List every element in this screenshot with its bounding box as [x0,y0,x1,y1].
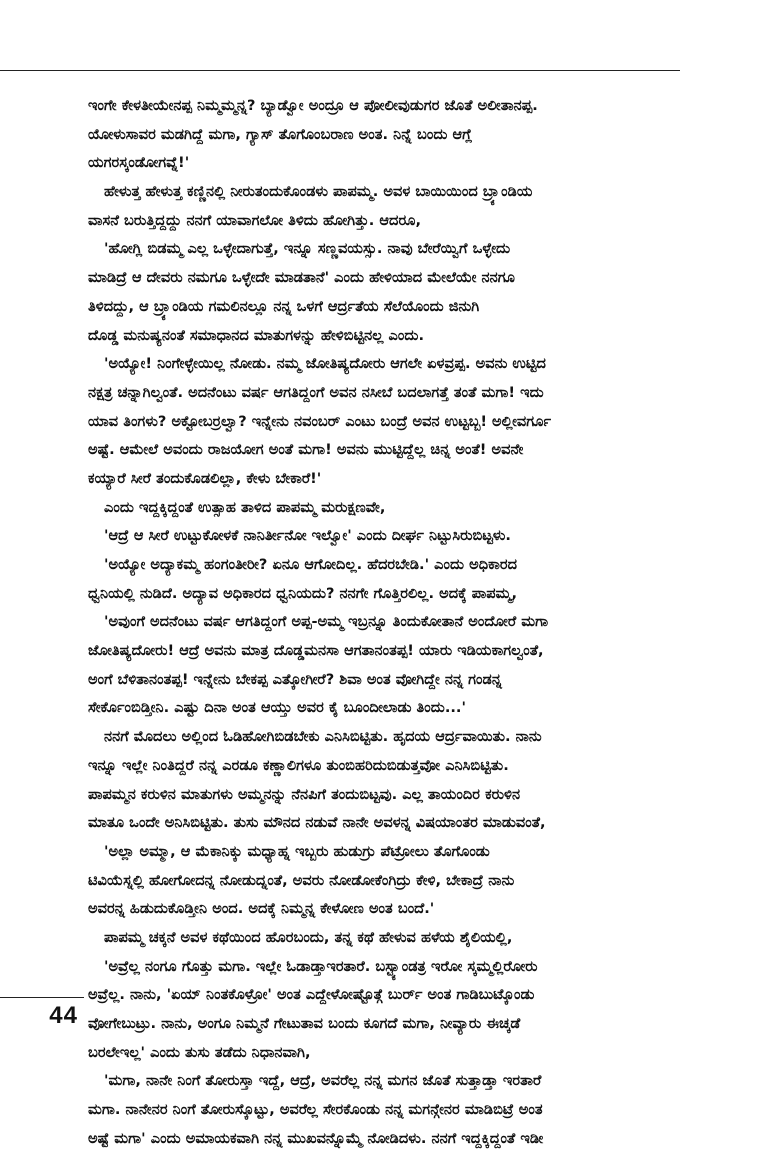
text-line: ಮಾತೂ ಒಂದೇ ಅನಿಸಿಬಿಟ್ಟಿತು. ತುಸು ಮೌನದ ನಡುವೆ ನಾನೇ ಅವಳನ್ನ ವಿಷಯಾಂತರ ಮಾಡುವಂತೆ, [88,814,546,832]
text-line: 'ಆದ್ರೆ ಆ ಸೀರೆ ಉಟ್ಟುಕೋಳಕೆ ನಾನಿರ್ತೀನೋ ಇಲ್ವೋ' ಎಂದು ದೀರ್ಘ ನಿಟ್ಟುಸಿರುಬಿಟ್ಟಳು. [104,527,511,545]
text-line: ಟಿವಿಯೆಸ್ನಲ್ಲಿ ಹೋಗೋದನ್ನ ನೋಡುದ್ನಂತೆ, ಅವರು ನೋಡೋಕೆಂಗಿದ್ರು ಕೇಳಿ, ಬೇಕಾದ್ರೆ ನಾನು [88,871,515,889]
text-line: ಧ್ವನಿಯಲ್ಲಿ ನುಡಿದೆ. ಅದ್ಯಾವ ಅಧಿಕಾರದ ಧ್ವನಿಯದು? ನನಗೇ ಗೊತ್ತಿರಲಿಲ್ಲ. ಅದಕ್ಕೆ ಪಾಪಮ್ಮ, [88,584,518,602]
text-line: ಅವ್ರೆಲ್ಲ. ನಾನು, 'ಏಯ್ ನಿಂತಕೊಳ್ರೋ' ಅಂತ ಎದ್ದೇಳೋಷ್ಟೊತ್ಗೆ ಬುರ್ರ್ ಅಂತ ಗಾಡಿಬುಟ್ಕೊಂಡು [88,986,535,1004]
text-line: ವಾಸನೆ ಬರುತ್ತಿದ್ದದ್ದು ನನಗೆ ಯಾವಾಗಲೋ ತಿಳಿದು ಹೋಗಿತ್ತು. ಆದರೂ, [88,211,422,229]
text-line: ಹೇಳುತ್ತ ಹೇಳುತ್ತ ಕಣ್ಣಿನಲ್ಲಿ ನೀರುತಂದುಕೊಂಡಳು ಪಾಪಮ್ಮ. ಅವಳ ಬಾಯಿಯಿಂದ ಬ್ರ್ಯಾಂಡಿಯ [104,183,533,201]
text-line: 'ಅವ್ರೆಲ್ಲ ನಂಗೂ ಗೊತ್ತು ಮಗಾ. ಇಲ್ಲೇ ಓಡಾಡ್ತಾಇರತಾರೆ. ಬಸ್ಟ್ಯಾಂಡತ್ರ ಇರೋ ಸ್ಕಮ್ಮಲ್ಲಿರೋರು [104,957,538,975]
text-line: ಅಂಗೆ ಬೆಳಿತಾನಂತಪ್ಪ! ಇನ್ನೇನು ಬೇಕಪ್ಪ ಎತ್ಕೋಗೀರೆ? ಶಿವಾ ಅಂತ ವೋಗಿದ್ದೇ ನನ್ನ ಗಂಡನ್ನ [88,670,502,688]
page-number: 44 [49,1002,78,1029]
text-line: ಅಷ್ಟೆ ಮಗಾ' ಎಂದು ಅಮಾಯಕವಾಗಿ ನನ್ನ ಮುಖವನ್ನೊಮ್ಮೆ ನೋಡಿದಳು. ನನಗೆ ಇದ್ದಕ್ಕಿದ್ದಂತೆ ಇಡೀ [88,1129,544,1147]
text-line: 'ಅವುಂಗೆ ಅದನೆಂಟು ವರ್ಷ ಆಗತಿದ್ದಂಗೆ ಅಪ್ಪ-ಅಮ್ಮ ಇಬ್ರನ್ನೂ ತಿಂದುಕೋತಾನೆ ಅಂದೋರೆ ಮಗಾ [104,613,549,631]
text-line: ಅವರನ್ನ ಹಿಡುದುಕೊಡ್ತೀನಿ ಅಂದ. ಅದಕ್ಕೆ ನಿಮ್ಮನ್ನ ಕೇಳೋಣ ಅಂತ ಬಂದೆ.' [88,900,435,918]
text-line: ಮಗಾ. ನಾನೇನರ ನಿಂಗೆ ತೋರುಸ್ಕೊಟ್ಟು, ಅವರೆಲ್ಲ ಸೇರಕೊಂಡು ನನ್ನ ಮಗನ್ಗೇನರ ಮಾಡಿಬಿಟ್ರೆ ಅಂತ [88,1101,543,1119]
text-line: ಯಗರಸ್ಕಂಡೋಗವ್ನೆ!' [88,154,190,172]
text-line: ತಿಳಿದದ್ದು, ಆ ಬ್ರ್ಯಾಂಡಿಯ ಗಮಲಿನಲ್ಲೂ ನನ್ನ ಒಳಗೆ ಆರ್ದ್ರತೆಯ ಸೆಲೆಯೊಂದು ಜಿನುಗಿ [88,297,480,315]
text-line: ಯಾವ ತಿಂಗಳು? ಅಕ್ಟೋಬರ್ರಲ್ವಾ? ಇನ್ನೇನು ನವಂಬರ್ ಎಂಟು ಬಂದ್ರೆ ಅವನ ಉಟ್ಟಬ್ಬ! ಅಲ್ಲೀವರ್ಗೂ [88,412,552,430]
text-line: ಯೋಳುಸಾವರ ಮಡಗಿದ್ದೆ ಮಗಾ, ಗ್ಯಾಸ್ ತೊಗೊಂಬರಾಣ ಅಂತ. ನಿನ್ನೆ ಬಂದು ಆಗ್ಲೆ [88,125,473,143]
body-text [88,92,682,1153]
text-line: ಪಾಪಮ್ಮ ಚಕ್ಕನೆ ಅವಳ ಕಥೆಯಿಂದ ಹೊರಬಂದು, ತನ್ನ ಕಥೆ ಹೇಳುವ ಹಳೆಯ ಶೈಲಿಯಲ್ಲಿ, [104,928,513,946]
text-line: 'ಅಯ್ಯೋ ಅದ್ಯಾಕಮ್ಮ ಹಂಗಂತೀರೀ? ಏನೂ ಆಗೋದಿಲ್ಲ. ಹೆದರಬೇಡಿ.' ಎಂದು ಅಧಿಕಾರದ [104,556,518,573]
text-line: ಎಂದು ಇದ್ದಕ್ಕಿದ್ದಂತೆ ಉತ್ಸಾಹ ತಾಳಿದ ಪಾಪಮ್ಮ ಮರುಕ್ಷಣವೇ, [104,498,386,516]
text-line: ಇಂಗೇ ಕೇಳತೀಯೇನಪ್ಪ ನಿಮ್ಮಮ್ಮನ್ನ? ಬ್ಯಾಡ್ವೋ ಅಂದ್ರೂ ಆ ಪೋಲೀವುಡುಗರ ಜೊತೆ ಅಲೀತಾನಪ್ಪ. [88,97,538,114]
text-line: 'ಅಯ್ಯೋ! ನಿಂಗೇಳ್ಳೇಯಿಲ್ಲ ನೋಡು. ನಮ್ಮ ಜೋತಿಷ್ಯದೋರು ಆಗಲೇ ಏಳವ್ರಪ್ಪ. ಅವನು ಉಟ್ಟಿದ [104,355,546,373]
text-line: ಬರಲೇಇಲ್ಲ' ಎಂದು ತುಸು ತಡೆದು ನಿಧಾನವಾಗಿ, [88,1043,311,1061]
text-line: ಸೇರ್ಕೊಂಬಿಡ್ತೀನಿ. ಎಷ್ಟು ದಿನಾ ಅಂತ ಆಯ್ತು ಅವರ ಕೈ ಬೂಂದೀಲಾಡು ತಿಂದು...' [88,699,466,717]
text-line: ನಕ್ಷತ್ರ ಚನ್ನಾಗಿಲ್ವಂತೆ. ಅದನೆಂಟು ವರ್ಷ ಆಗತಿದ್ದಂಗೆ ಅವನ ನಸೀಬೆ ಬದಲಾಗತ್ತೆ ತಂತೆ ಮಗಾ! ಇದು [88,383,544,401]
text-line: ಕಯ್ಯಾರೆ ಸೀರೆ ತಂದುಕೊಡಲಿಲ್ಲಾ, ಕೇಳು ಬೇಕಾರೆ!' [88,469,322,487]
text-line: 'ಹೋಗ್ಲಿ ಬಿಡಮ್ಮ ಎಲ್ಲ ಒಳ್ಳೇದಾಗುತ್ತೆ, ಇನ್ನೂ ಸಣ್ಣವಯಸ್ಸು. ನಾವು ಬೇರೆಯ್ವಿಗೆ ಒಳ್ಳೇದು [104,240,511,258]
text-line: ಮಾಡಿದ್ರೆ ಆ ದೇವರು ನಮಗೂ ಒಳ್ಳೇದೇ ಮಾಡತಾನೆ' ಎಂದು ಹೇಳಿಯಾದ ಮೇಲೆಯೇ ನನಗೂ [88,269,515,287]
text-line: ನನಗೆ ಮೊದಲು ಅಲ್ಲಿಂದ ಓಡಿಹೋಗಿಬಿಡಬೇಕು ಎನಿಸಿಬಿಟ್ಟಿತು. ಹೃದಯ ಆರ್ದ್ರವಾಯಿತು. ನಾನು [104,728,542,746]
page-number-rule [0,997,84,998]
text-line: ಜೋತಿಷ್ಯದೋರು! ಆದ್ರೆ ಅವನು ಮಾತ್ರ ದೊಡ್ಡಮನಸಾ ಆಗತಾನಂತಪ್ಪ! ಯಾರು ಇಡಿಯಕಾಗಲ್ವಂತೆ, [88,642,544,660]
text-line: 'ಮಗಾ, ನಾನೇ ನಿಂಗೆ ತೋರುಸ್ತಾ ಇದ್ದೆ, ಆದ್ರೆ, ಅವರೆಲ್ಲ ನನ್ನ ಮಗನ ಜೊತೆ ಸುತ್ತಾಡ್ತಾ ಇರತಾರೆ [104,1072,542,1090]
text-line: ಪಾಪಮ್ಮನ ಕರುಳಿನ ಮಾತುಗಳು ಅಮ್ಮನನ್ನು ನೆನಪಿಗೆ ತಂದುಬಿಟ್ಟವು. ಎಲ್ಲ ತಾಯಂದಿರ ಕರುಳಿನ [88,785,521,803]
text-line: ದೊಡ್ಡ ಮನುಷ್ಯನಂತೆ ಸಮಾಧಾನದ ಮಾತುಗಳನ್ನು ಹೇಳಿಬಿಟ್ಟಿನಲ್ಲ ಎಂದು. [88,326,424,344]
text-line: ವೋಗೇಬುಟ್ರು. ನಾನು, ಅಂಗೂ ನಿಮ್ಮನೆ ಗೇಟುತಾವ ಬಂದು ಕೂಗದೆ ಮಗಾ, ನೀವ್ಯಾರು ಈಚ್ಕಡೆ [88,1015,521,1032]
top-rule [0,70,680,71]
text-line: ಅಷ್ಟೆ. ಆಮೇಲೆ ಅವಂದು ರಾಜಯೋಗ ಅಂತೆ ಮಗಾ! ಅವನು ಮುಟ್ಟಿದ್ದೆಲ್ಲ ಚಿನ್ನ ಅಂತೆ! ಅವನೇ [88,441,524,459]
text-line: ಇನ್ನೂ ಇಲ್ಲೇ ನಿಂತಿದ್ದರೆ ನನ್ನ ಎರಡೂ ಕಣ್ಣಾಲಿಗಳೂ ತುಂಬಿಹರಿದುಬಿಡುತ್ತವೋ ಎನಿಸಿಬಿಟ್ಟಿತು. [88,756,509,774]
text-line: 'ಅಲ್ಲಾ ಅಮ್ಮಾ, ಆ ಮೆಕಾನಿಕ್ಕು ಮಧ್ಯಾಹ್ನ ಇಬ್ಬರು ಹುಡುಗ್ರು ಪೆಟ್ರೋಲು ತೊಗೊಂಡು [104,842,490,860]
